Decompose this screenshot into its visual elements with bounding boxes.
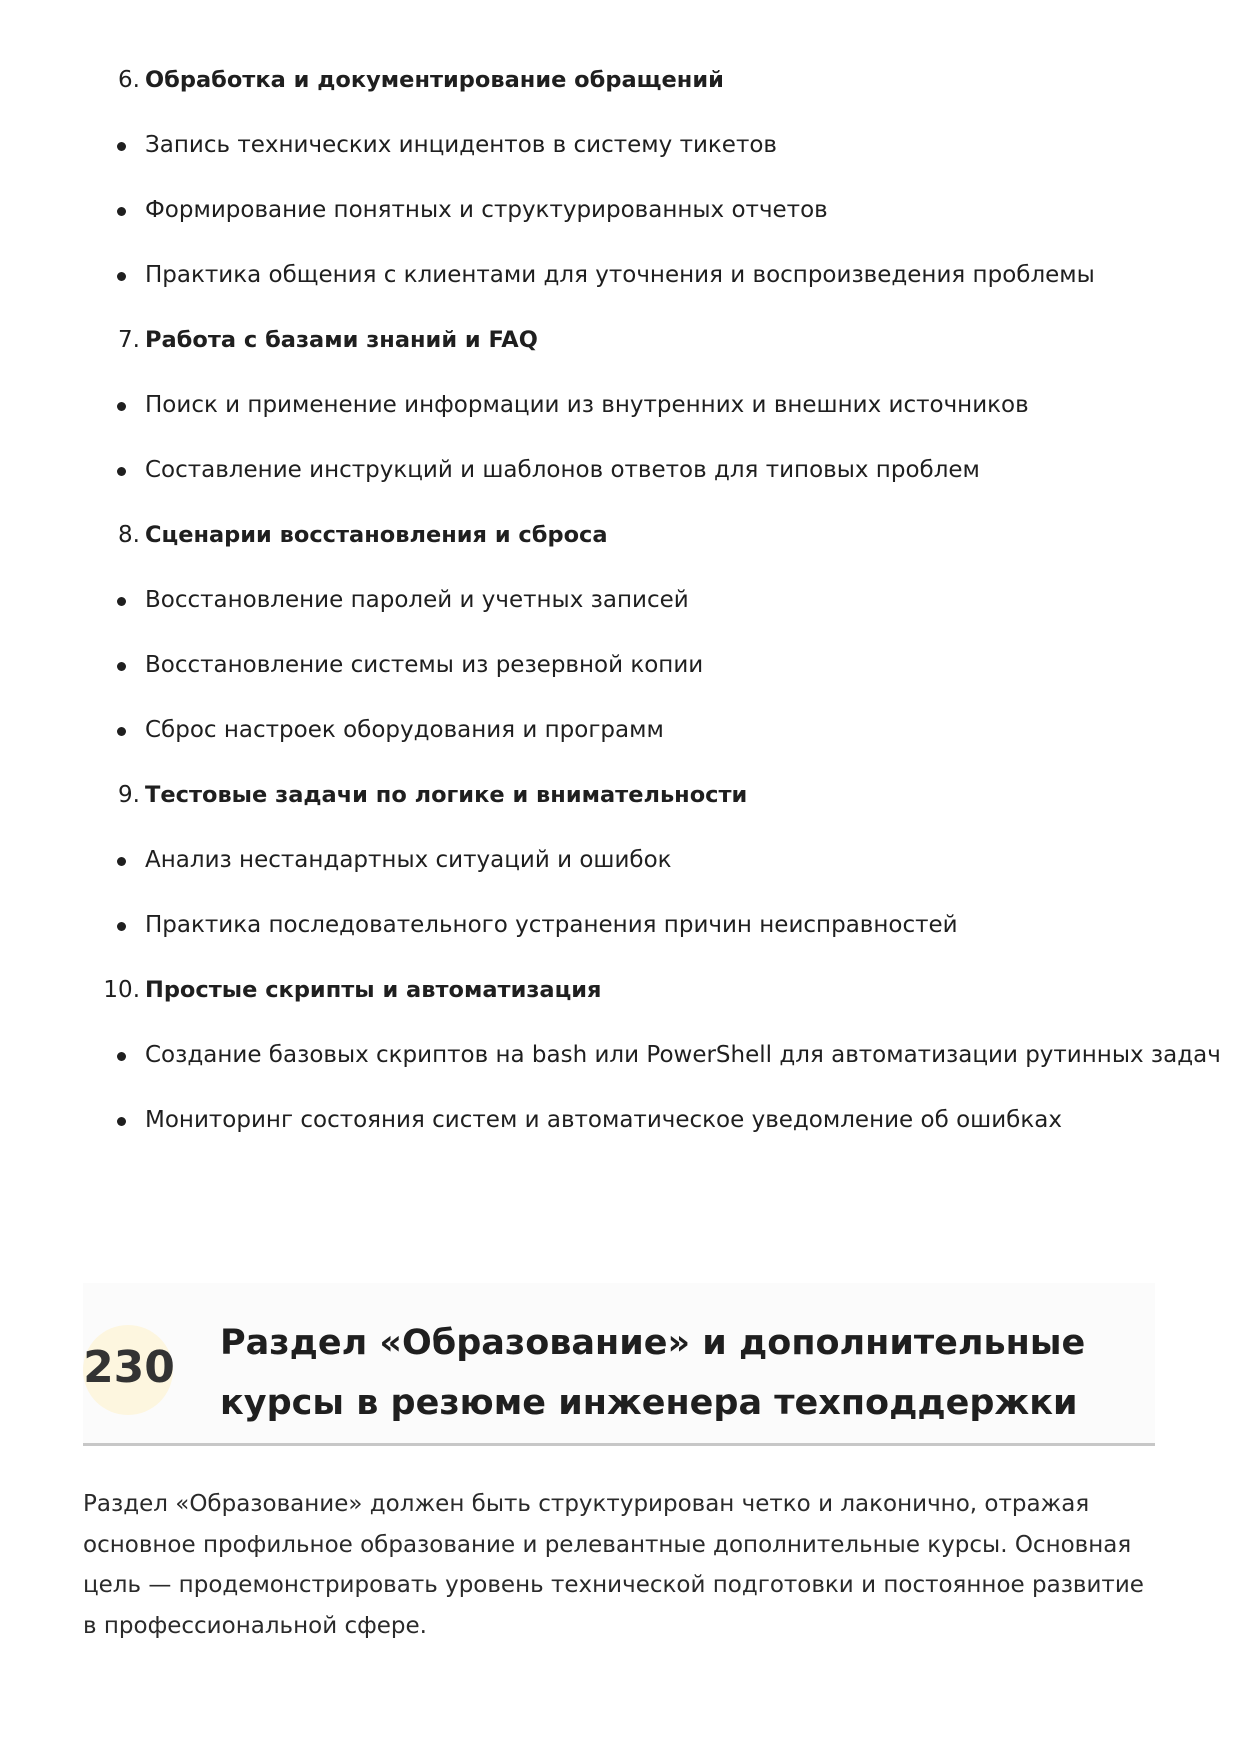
- bullet-icon: [117, 1052, 126, 1061]
- list-number: 7.: [118, 327, 140, 353]
- list-item: [0, 643, 1239, 708]
- topic-list: [0, 58, 1239, 1163]
- list-item: [0, 448, 1239, 513]
- list-item: [0, 383, 1239, 448]
- list-item-text: Восстановление паролей и учетных записей: [145, 587, 689, 613]
- list-heading-10: [0, 968, 1239, 1033]
- bullet-icon: [117, 467, 126, 476]
- section-paragraph: Раздел «Образование» должен быть структурирован четко и лаконично, отражая основное профильное образование и релевантные дополнительные курсы. Основная цель — продемонстрировать уровень технической подготовки и постоянное развитие в профессиональной сфере.: [83, 1491, 1144, 1639]
- list-item-text: Мониторинг состояния систем и автоматическое уведомление об ошибках: [145, 1107, 1062, 1133]
- list-heading-text: Сценарии восстановления и сброса: [145, 522, 608, 548]
- list-heading-8: [0, 513, 1239, 578]
- list-item-text: Анализ нестандартных ситуаций и ошибок: [145, 847, 672, 873]
- bullet-icon: [117, 142, 126, 151]
- list-item: [0, 838, 1239, 903]
- list-heading-9: [0, 773, 1239, 838]
- list-item-text: Практика последовательного устранения причин неисправностей: [145, 912, 958, 938]
- list-item: [0, 708, 1239, 773]
- bullet-icon: [117, 727, 126, 736]
- bullet-icon: [117, 922, 126, 931]
- list-item-text: Формирование понятных и структурированных отчетов: [145, 197, 828, 223]
- list-item-text: Запись технических инцидентов в систему тикетов: [145, 132, 777, 158]
- list-number: 10.: [103, 977, 140, 1003]
- list-item: [0, 123, 1239, 188]
- section-title: Раздел «Образование» и дополнительные курсы в резюме инженера техподдержки: [220, 1323, 1086, 1423]
- list-item-text: Практика общения с клиентами для уточнения и воспроизведения проблемы: [145, 262, 1095, 288]
- list-heading-6: [0, 58, 1239, 123]
- list-number: 9.: [118, 782, 140, 808]
- bullet-icon: [117, 402, 126, 411]
- bullet-icon: [117, 207, 126, 216]
- list-item: [0, 903, 1239, 968]
- list-item-text: Создание базовых скриптов на bash или PowerShell для автоматизации рутинных задач: [145, 1042, 1221, 1068]
- bullet-icon: [117, 272, 126, 281]
- bullet-icon: [117, 597, 126, 606]
- list-number: 6.: [118, 67, 140, 93]
- list-heading-text: Обработка и документирование обращений: [145, 67, 724, 93]
- bullet-icon: [117, 1117, 126, 1126]
- list-heading-text: Тестовые задачи по логике и внимательности: [145, 782, 748, 808]
- list-heading-7: [0, 318, 1239, 383]
- list-item: [0, 188, 1239, 253]
- bullet-icon: [117, 857, 126, 866]
- bullet-icon: [117, 662, 126, 671]
- list-item-text: Поиск и применение информации из внутренних и внешних источников: [145, 392, 1029, 418]
- list-heading-text: Простые скрипты и автоматизация: [145, 977, 602, 1003]
- list-item: [0, 1033, 1239, 1098]
- list-number: 8.: [118, 522, 140, 548]
- section-number: 230: [83, 1342, 175, 1393]
- section-header: [83, 1283, 1155, 1446]
- list-item: [0, 1098, 1239, 1163]
- list-item-text: Составление инструкций и шаблонов ответов для типовых проблем: [145, 457, 980, 483]
- list-item: [0, 253, 1239, 318]
- list-item: [0, 578, 1239, 643]
- list-item-text: Восстановление системы из резервной копии: [145, 652, 704, 678]
- list-item-text: Сброс настроек оборудования и программ: [145, 717, 664, 743]
- list-heading-text: Работа с базами знаний и FAQ: [145, 327, 538, 353]
